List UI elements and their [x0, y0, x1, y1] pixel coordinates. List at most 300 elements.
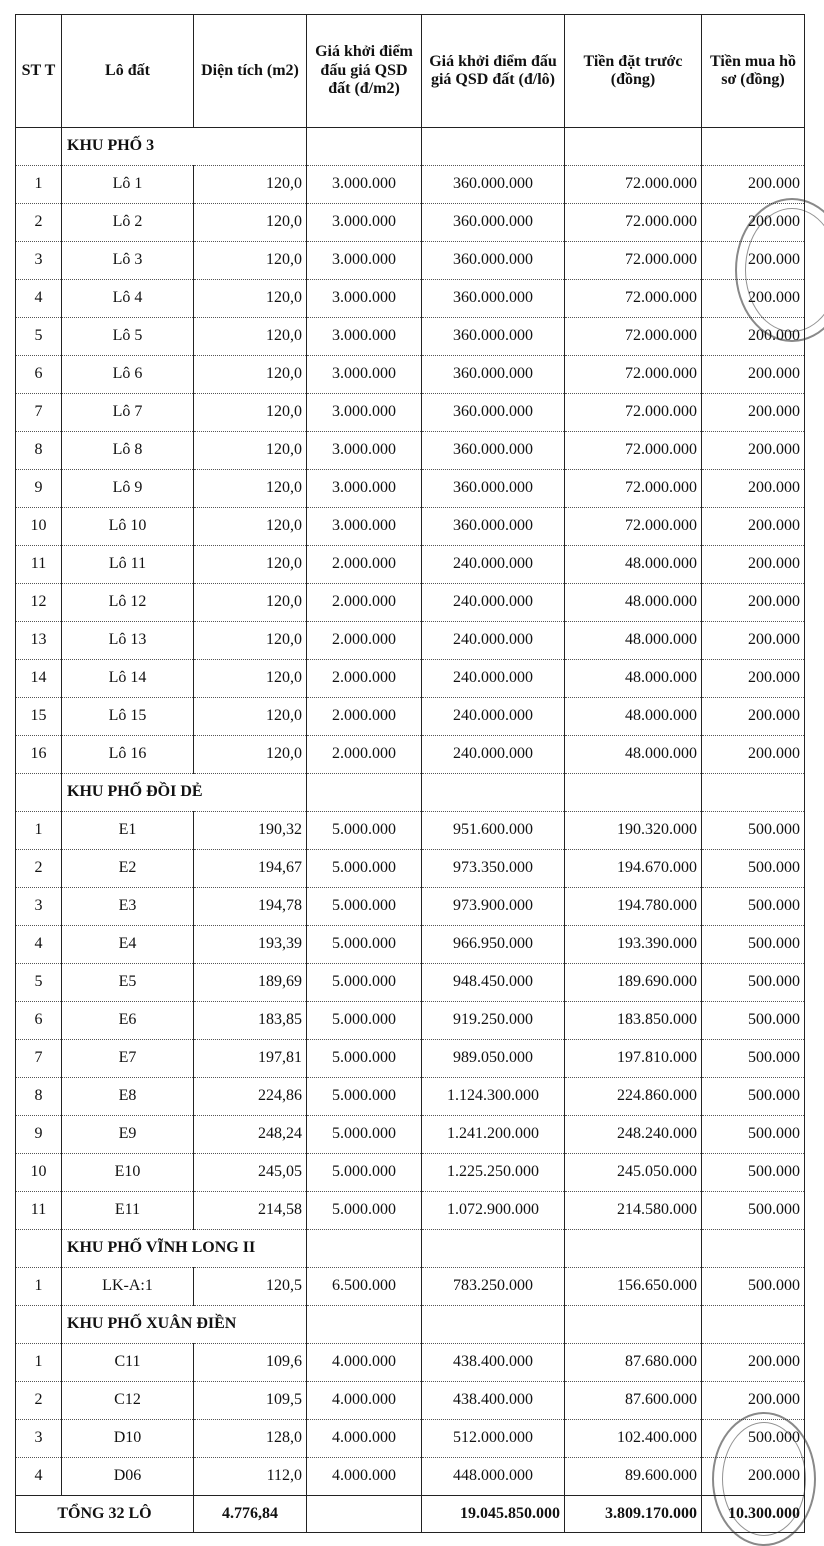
lot-cell: Lô 5 — [62, 318, 194, 356]
total-unit-price — [307, 1496, 422, 1533]
area-cell: 120,0 — [194, 166, 307, 204]
unit-price-cell: 4.000.000 — [307, 1382, 422, 1420]
unit-price-cell: 5.000.000 — [307, 964, 422, 1002]
unit-price-cell: 5.000.000 — [307, 1002, 422, 1040]
group-stt-cell — [16, 128, 62, 166]
area-cell: 214,58 — [194, 1192, 307, 1230]
docs-fee-cell: 500.000 — [702, 1420, 805, 1458]
stt-cell: 5 — [16, 318, 62, 356]
lot-cell: D10 — [62, 1420, 194, 1458]
table-row — [16, 850, 805, 888]
unit-price-cell: 3.000.000 — [307, 166, 422, 204]
docs-fee-cell: 500.000 — [702, 850, 805, 888]
deposit-cell: 194.670.000 — [565, 850, 702, 888]
stt-cell: 7 — [16, 1040, 62, 1078]
lot-cell: E6 — [62, 1002, 194, 1040]
deposit-cell: 224.860.000 — [565, 1078, 702, 1116]
stt-cell: 3 — [16, 242, 62, 280]
lot-cell: Lô 4 — [62, 280, 194, 318]
stt-cell: 2 — [16, 204, 62, 242]
lot-price-cell: 1.072.900.000 — [422, 1192, 565, 1230]
area-cell: 120,0 — [194, 318, 307, 356]
unit-price-cell: 4.000.000 — [307, 1420, 422, 1458]
lot-price-cell: 240.000.000 — [422, 698, 565, 736]
group-empty-cell — [307, 1230, 422, 1268]
docs-fee-cell: 200.000 — [702, 508, 805, 546]
group-name: KHU PHỐ VĨNH LONG II — [62, 1230, 307, 1268]
stt-cell: 15 — [16, 698, 62, 736]
deposit-cell: 72.000.000 — [565, 432, 702, 470]
stt-cell: 4 — [16, 926, 62, 964]
table-row — [16, 1268, 805, 1306]
table-row — [16, 394, 805, 432]
table-row — [16, 432, 805, 470]
deposit-cell: 190.320.000 — [565, 812, 702, 850]
lot-price-cell: 438.400.000 — [422, 1382, 565, 1420]
group-header-row — [16, 1306, 805, 1344]
auction-lots-table — [15, 14, 805, 1533]
lot-price-cell: 240.000.000 — [422, 546, 565, 584]
header-area: Diện tích (m2) — [194, 15, 307, 128]
stt-cell: 2 — [16, 850, 62, 888]
stt-cell: 4 — [16, 1458, 62, 1496]
lot-price-cell: 240.000.000 — [422, 622, 565, 660]
deposit-cell: 48.000.000 — [565, 736, 702, 774]
deposit-cell: 156.650.000 — [565, 1268, 702, 1306]
unit-price-cell: 5.000.000 — [307, 1192, 422, 1230]
table-row — [16, 698, 805, 736]
lot-price-cell: 360.000.000 — [422, 470, 565, 508]
table-row — [16, 926, 805, 964]
area-cell: 248,24 — [194, 1116, 307, 1154]
deposit-cell: 72.000.000 — [565, 204, 702, 242]
area-cell: 189,69 — [194, 964, 307, 1002]
table-row — [16, 280, 805, 318]
stt-cell: 12 — [16, 584, 62, 622]
group-header-row — [16, 1230, 805, 1268]
unit-price-cell: 2.000.000 — [307, 660, 422, 698]
lot-cell: Lô 11 — [62, 546, 194, 584]
table-row — [16, 1382, 805, 1420]
unit-price-cell: 6.500.000 — [307, 1268, 422, 1306]
deposit-cell: 48.000.000 — [565, 546, 702, 584]
area-cell: 120,0 — [194, 736, 307, 774]
stt-cell: 1 — [16, 812, 62, 850]
lot-price-cell: 989.050.000 — [422, 1040, 565, 1078]
area-cell: 112,0 — [194, 1458, 307, 1496]
lot-cell: E10 — [62, 1154, 194, 1192]
table-row — [16, 356, 805, 394]
unit-price-cell: 4.000.000 — [307, 1344, 422, 1382]
lot-price-cell: 360.000.000 — [422, 432, 565, 470]
lot-cell: C11 — [62, 1344, 194, 1382]
lot-cell: E2 — [62, 850, 194, 888]
table-row — [16, 166, 805, 204]
lot-cell: Lô 1 — [62, 166, 194, 204]
table-row — [16, 736, 805, 774]
lot-price-cell: 438.400.000 — [422, 1344, 565, 1382]
deposit-cell: 48.000.000 — [565, 698, 702, 736]
unit-price-cell: 2.000.000 — [307, 698, 422, 736]
area-cell: 224,86 — [194, 1078, 307, 1116]
group-empty-cell — [565, 1306, 702, 1344]
lot-price-cell: 919.250.000 — [422, 1002, 565, 1040]
lot-cell: Lô 2 — [62, 204, 194, 242]
docs-fee-cell: 500.000 — [702, 926, 805, 964]
area-cell: 120,0 — [194, 394, 307, 432]
lot-price-cell: 360.000.000 — [422, 166, 565, 204]
docs-fee-cell: 500.000 — [702, 888, 805, 926]
group-empty-cell — [307, 128, 422, 166]
deposit-cell: 48.000.000 — [565, 660, 702, 698]
area-cell: 120,0 — [194, 622, 307, 660]
docs-fee-cell: 500.000 — [702, 1078, 805, 1116]
unit-price-cell: 3.000.000 — [307, 432, 422, 470]
unit-price-cell: 3.000.000 — [307, 204, 422, 242]
unit-price-cell: 4.000.000 — [307, 1458, 422, 1496]
unit-price-cell: 5.000.000 — [307, 926, 422, 964]
lot-cell: D06 — [62, 1458, 194, 1496]
group-empty-cell — [565, 774, 702, 812]
docs-fee-cell: 500.000 — [702, 1268, 805, 1306]
deposit-cell: 72.000.000 — [565, 318, 702, 356]
area-cell: 120,0 — [194, 546, 307, 584]
lot-cell: E8 — [62, 1078, 194, 1116]
unit-price-cell: 3.000.000 — [307, 280, 422, 318]
unit-price-cell: 2.000.000 — [307, 546, 422, 584]
table-row — [16, 204, 805, 242]
total-row — [16, 1496, 805, 1533]
total-area: 4.776,84 — [194, 1496, 307, 1533]
header-stt: ST T — [16, 15, 62, 128]
unit-price-cell: 2.000.000 — [307, 584, 422, 622]
group-empty-cell — [422, 1230, 565, 1268]
group-empty-cell — [702, 1306, 805, 1344]
lot-cell: C12 — [62, 1382, 194, 1420]
lot-price-cell: 948.450.000 — [422, 964, 565, 1002]
docs-fee-cell: 500.000 — [702, 1002, 805, 1040]
area-cell: 120,0 — [194, 432, 307, 470]
unit-price-cell: 3.000.000 — [307, 356, 422, 394]
docs-fee-cell: 200.000 — [702, 1382, 805, 1420]
table-row — [16, 242, 805, 280]
docs-fee-cell: 200.000 — [702, 698, 805, 736]
lot-price-cell: 360.000.000 — [422, 508, 565, 546]
docs-fee-cell: 200.000 — [702, 166, 805, 204]
stt-cell: 8 — [16, 432, 62, 470]
docs-fee-cell: 200.000 — [702, 470, 805, 508]
docs-fee-cell: 500.000 — [702, 1154, 805, 1192]
stt-cell: 10 — [16, 508, 62, 546]
stt-cell: 10 — [16, 1154, 62, 1192]
table-row — [16, 1192, 805, 1230]
table-row — [16, 1116, 805, 1154]
table-row — [16, 1420, 805, 1458]
area-cell: 194,67 — [194, 850, 307, 888]
lot-cell: Lô 6 — [62, 356, 194, 394]
table-row — [16, 1154, 805, 1192]
lot-price-cell: 1.225.250.000 — [422, 1154, 565, 1192]
docs-fee-cell: 200.000 — [702, 204, 805, 242]
docs-fee-cell: 500.000 — [702, 1040, 805, 1078]
deposit-cell: 48.000.000 — [565, 622, 702, 660]
deposit-cell: 87.600.000 — [565, 1382, 702, 1420]
stt-cell: 4 — [16, 280, 62, 318]
table-row — [16, 318, 805, 356]
area-cell: 194,78 — [194, 888, 307, 926]
stt-cell: 7 — [16, 394, 62, 432]
docs-fee-cell: 200.000 — [702, 1458, 805, 1496]
table-row — [16, 622, 805, 660]
unit-price-cell: 5.000.000 — [307, 1116, 422, 1154]
table-row — [16, 546, 805, 584]
unit-price-cell: 3.000.000 — [307, 394, 422, 432]
lot-cell: Lô 10 — [62, 508, 194, 546]
deposit-cell: 189.690.000 — [565, 964, 702, 1002]
stt-cell: 9 — [16, 470, 62, 508]
table-row — [16, 1344, 805, 1382]
deposit-cell: 102.400.000 — [565, 1420, 702, 1458]
lot-cell: LK-A:1 — [62, 1268, 194, 1306]
stt-cell: 3 — [16, 1420, 62, 1458]
deposit-cell: 72.000.000 — [565, 356, 702, 394]
unit-price-cell: 3.000.000 — [307, 242, 422, 280]
docs-fee-cell: 200.000 — [702, 736, 805, 774]
lot-price-cell: 360.000.000 — [422, 204, 565, 242]
lot-price-cell: 360.000.000 — [422, 318, 565, 356]
lot-price-cell: 783.250.000 — [422, 1268, 565, 1306]
deposit-cell: 89.600.000 — [565, 1458, 702, 1496]
stt-cell: 1 — [16, 166, 62, 204]
group-empty-cell — [565, 1230, 702, 1268]
deposit-cell: 87.680.000 — [565, 1344, 702, 1382]
group-empty-cell — [422, 774, 565, 812]
header-lot: Lô đất — [62, 15, 194, 128]
unit-price-cell: 3.000.000 — [307, 318, 422, 356]
table-row — [16, 964, 805, 1002]
deposit-cell: 48.000.000 — [565, 584, 702, 622]
docs-fee-cell: 200.000 — [702, 546, 805, 584]
table-row — [16, 812, 805, 850]
table-row — [16, 888, 805, 926]
docs-fee-cell: 200.000 — [702, 280, 805, 318]
unit-price-cell: 5.000.000 — [307, 888, 422, 926]
lot-price-cell: 240.000.000 — [422, 736, 565, 774]
stt-cell: 8 — [16, 1078, 62, 1116]
stt-cell: 14 — [16, 660, 62, 698]
lot-price-cell: 973.900.000 — [422, 888, 565, 926]
lot-cell: Lô 16 — [62, 736, 194, 774]
header-deposit: Tiền đặt trước (đồng) — [565, 15, 702, 128]
area-cell: 109,5 — [194, 1382, 307, 1420]
area-cell: 245,05 — [194, 1154, 307, 1192]
docs-fee-cell: 500.000 — [702, 812, 805, 850]
group-stt-cell — [16, 1306, 62, 1344]
stt-cell: 2 — [16, 1382, 62, 1420]
stt-cell: 11 — [16, 546, 62, 584]
lot-price-cell: 448.000.000 — [422, 1458, 565, 1496]
total-deposit: 3.809.170.000 — [565, 1496, 702, 1533]
deposit-cell: 193.390.000 — [565, 926, 702, 964]
table-row — [16, 1458, 805, 1496]
area-cell: 197,81 — [194, 1040, 307, 1078]
deposit-cell: 72.000.000 — [565, 508, 702, 546]
deposit-cell: 72.000.000 — [565, 280, 702, 318]
lot-cell: Lô 13 — [62, 622, 194, 660]
area-cell: 120,5 — [194, 1268, 307, 1306]
unit-price-cell: 2.000.000 — [307, 736, 422, 774]
unit-price-cell: 5.000.000 — [307, 1154, 422, 1192]
stt-cell: 6 — [16, 1002, 62, 1040]
area-cell: 128,0 — [194, 1420, 307, 1458]
lot-price-cell: 1.124.300.000 — [422, 1078, 565, 1116]
table-row — [16, 1078, 805, 1116]
group-stt-cell — [16, 774, 62, 812]
area-cell: 120,0 — [194, 204, 307, 242]
lot-cell: Lô 8 — [62, 432, 194, 470]
stt-cell: 5 — [16, 964, 62, 1002]
stt-cell: 11 — [16, 1192, 62, 1230]
stt-cell: 16 — [16, 736, 62, 774]
lot-price-cell: 360.000.000 — [422, 356, 565, 394]
group-empty-cell — [307, 774, 422, 812]
group-header-row — [16, 128, 805, 166]
table-row — [16, 1002, 805, 1040]
deposit-cell: 245.050.000 — [565, 1154, 702, 1192]
group-stt-cell — [16, 1230, 62, 1268]
lot-price-cell: 240.000.000 — [422, 584, 565, 622]
group-empty-cell — [702, 1230, 805, 1268]
deposit-cell: 72.000.000 — [565, 242, 702, 280]
deposit-cell: 197.810.000 — [565, 1040, 702, 1078]
lot-cell: E4 — [62, 926, 194, 964]
group-header-row — [16, 774, 805, 812]
table-row — [16, 508, 805, 546]
stt-cell: 13 — [16, 622, 62, 660]
docs-fee-cell: 200.000 — [702, 584, 805, 622]
lot-price-cell: 240.000.000 — [422, 660, 565, 698]
group-empty-cell — [307, 1306, 422, 1344]
area-cell: 120,0 — [194, 660, 307, 698]
docs-fee-cell: 500.000 — [702, 1192, 805, 1230]
lot-price-cell: 360.000.000 — [422, 280, 565, 318]
docs-fee-cell: 200.000 — [702, 1344, 805, 1382]
table-body — [16, 128, 805, 1496]
stt-cell: 6 — [16, 356, 62, 394]
group-empty-cell — [702, 774, 805, 812]
group-empty-cell — [422, 1306, 565, 1344]
lot-cell: E11 — [62, 1192, 194, 1230]
stt-cell: 9 — [16, 1116, 62, 1154]
unit-price-cell: 3.000.000 — [307, 508, 422, 546]
unit-price-cell: 5.000.000 — [307, 812, 422, 850]
area-cell: 120,0 — [194, 356, 307, 394]
table-row — [16, 584, 805, 622]
stt-cell: 1 — [16, 1268, 62, 1306]
total-label: TỔNG 32 LÔ — [16, 1496, 194, 1533]
total-docs-fee: 10.300.000 — [702, 1496, 805, 1533]
area-cell: 120,0 — [194, 470, 307, 508]
lot-price-cell: 973.350.000 — [422, 850, 565, 888]
lot-cell: E1 — [62, 812, 194, 850]
docs-fee-cell: 200.000 — [702, 356, 805, 394]
area-cell: 190,32 — [194, 812, 307, 850]
lot-price-cell: 360.000.000 — [422, 394, 565, 432]
deposit-cell: 248.240.000 — [565, 1116, 702, 1154]
area-cell: 183,85 — [194, 1002, 307, 1040]
lot-cell: E7 — [62, 1040, 194, 1078]
lot-cell: Lô 14 — [62, 660, 194, 698]
total-lot-price: 19.045.850.000 — [422, 1496, 565, 1533]
unit-price-cell: 5.000.000 — [307, 850, 422, 888]
lot-cell: Lô 15 — [62, 698, 194, 736]
deposit-cell: 214.580.000 — [565, 1192, 702, 1230]
header-lot-price: Giá khởi điểm đấu giá QSD đất (đ/lô) — [422, 15, 565, 128]
table-row — [16, 660, 805, 698]
docs-fee-cell: 200.000 — [702, 318, 805, 356]
docs-fee-cell: 500.000 — [702, 1116, 805, 1154]
stt-cell: 1 — [16, 1344, 62, 1382]
lot-price-cell: 360.000.000 — [422, 242, 565, 280]
lot-price-cell: 512.000.000 — [422, 1420, 565, 1458]
unit-price-cell: 3.000.000 — [307, 470, 422, 508]
deposit-cell: 72.000.000 — [565, 166, 702, 204]
unit-price-cell: 2.000.000 — [307, 622, 422, 660]
unit-price-cell: 5.000.000 — [307, 1040, 422, 1078]
group-name: KHU PHỐ XUÂN ĐIỀN — [62, 1306, 307, 1344]
docs-fee-cell: 200.000 — [702, 394, 805, 432]
area-cell: 120,0 — [194, 242, 307, 280]
area-cell: 120,0 — [194, 584, 307, 622]
docs-fee-cell: 500.000 — [702, 964, 805, 1002]
deposit-cell: 183.850.000 — [565, 1002, 702, 1040]
lot-cell: Lô 12 — [62, 584, 194, 622]
lot-cell: Lô 7 — [62, 394, 194, 432]
area-cell: 120,0 — [194, 508, 307, 546]
group-empty-cell — [565, 128, 702, 166]
table-row — [16, 1040, 805, 1078]
area-cell: 109,6 — [194, 1344, 307, 1382]
group-empty-cell — [702, 128, 805, 166]
lot-cell: E5 — [62, 964, 194, 1002]
docs-fee-cell: 200.000 — [702, 242, 805, 280]
header-docs-fee: Tiền mua hồ sơ (đồng) — [702, 15, 805, 128]
lot-cell: Lô 3 — [62, 242, 194, 280]
area-cell: 120,0 — [194, 698, 307, 736]
deposit-cell: 72.000.000 — [565, 470, 702, 508]
deposit-cell: 194.780.000 — [565, 888, 702, 926]
area-cell: 120,0 — [194, 280, 307, 318]
unit-price-cell: 5.000.000 — [307, 1078, 422, 1116]
lot-cell: E9 — [62, 1116, 194, 1154]
group-empty-cell — [422, 128, 565, 166]
table-row — [16, 470, 805, 508]
lot-cell: Lô 9 — [62, 470, 194, 508]
docs-fee-cell: 200.000 — [702, 660, 805, 698]
lot-price-cell: 951.600.000 — [422, 812, 565, 850]
deposit-cell: 72.000.000 — [565, 394, 702, 432]
area-cell: 193,39 — [194, 926, 307, 964]
group-name: KHU PHỐ ĐỒI DẺ — [62, 774, 307, 812]
header-row — [16, 15, 805, 128]
lot-price-cell: 966.950.000 — [422, 926, 565, 964]
header-unit-price: Giá khởi điểm đấu giá QSD đất (đ/m2) — [307, 15, 422, 128]
group-name: KHU PHỐ 3 — [62, 128, 307, 166]
lot-price-cell: 1.241.200.000 — [422, 1116, 565, 1154]
docs-fee-cell: 200.000 — [702, 432, 805, 470]
docs-fee-cell: 200.000 — [702, 622, 805, 660]
lot-cell: E3 — [62, 888, 194, 926]
